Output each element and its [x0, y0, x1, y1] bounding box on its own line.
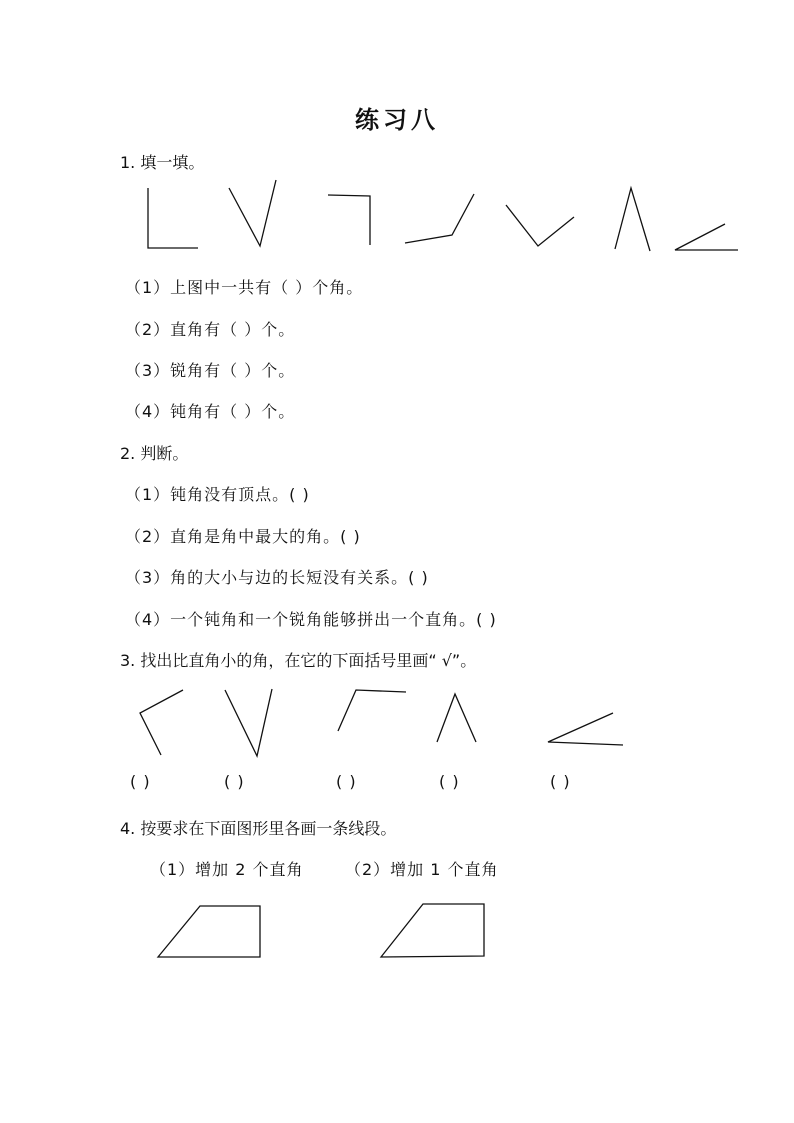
q1-angle-3	[328, 195, 370, 245]
q1-heading: 1. 填一填。	[120, 153, 205, 172]
q1-angle-1	[148, 188, 198, 248]
q3-angle-4	[437, 694, 476, 742]
q1-angle-2	[229, 180, 276, 246]
page-title: 练习八	[355, 106, 439, 134]
q4-heading: 4. 按要求在下面图形里各画一条线段。	[120, 819, 397, 838]
q4-item-1: （1）增加 2 个直角	[150, 860, 304, 879]
q3-angle-2	[225, 689, 272, 756]
q3-angle-5	[548, 713, 623, 745]
q1-angle-4	[405, 194, 474, 243]
q1-item-4: （4）钝角有（ ）个。	[125, 402, 296, 421]
q3-angle-3	[338, 690, 406, 731]
q3-heading: 3. 找出比直角小的角，在它的下面括号里画“ √”。	[120, 651, 477, 670]
q3-blank-2[interactable]: ( )	[224, 772, 245, 791]
q2-heading: 2. 判断。	[120, 444, 189, 463]
q3-angle-1	[140, 690, 183, 755]
q2-item-2: （2）直角是角中最大的角。( )	[125, 527, 361, 546]
q2-item-1: （1）钝角没有顶点。( )	[125, 485, 310, 504]
q4-item-2: （2）增加 1 个直角	[345, 860, 499, 879]
q1-item-1: （1）上图中一共有（ ）个角。	[125, 278, 364, 297]
q3-blank-4[interactable]: ( )	[439, 772, 460, 791]
q2-item-4: （4）一个钝角和一个锐角能够拼出一个直角。( )	[125, 610, 497, 629]
q1-angle-5	[506, 205, 574, 246]
q1-item-3: （3）锐角有（ ）个。	[125, 361, 296, 380]
q4-trapezoid-1	[158, 906, 260, 957]
q4-trapezoid-2	[381, 904, 484, 957]
q3-blank-5[interactable]: ( )	[550, 772, 571, 791]
q1-angle-6	[615, 188, 650, 251]
q3-blank-3[interactable]: ( )	[336, 772, 357, 791]
q2-item-3: （3）角的大小与边的长短没有关系。( )	[125, 568, 429, 587]
q1-item-2: （2）直角有（ ）个。	[125, 320, 296, 339]
q1-angle-7	[675, 224, 738, 250]
q3-blank-1[interactable]: ( )	[130, 772, 151, 791]
